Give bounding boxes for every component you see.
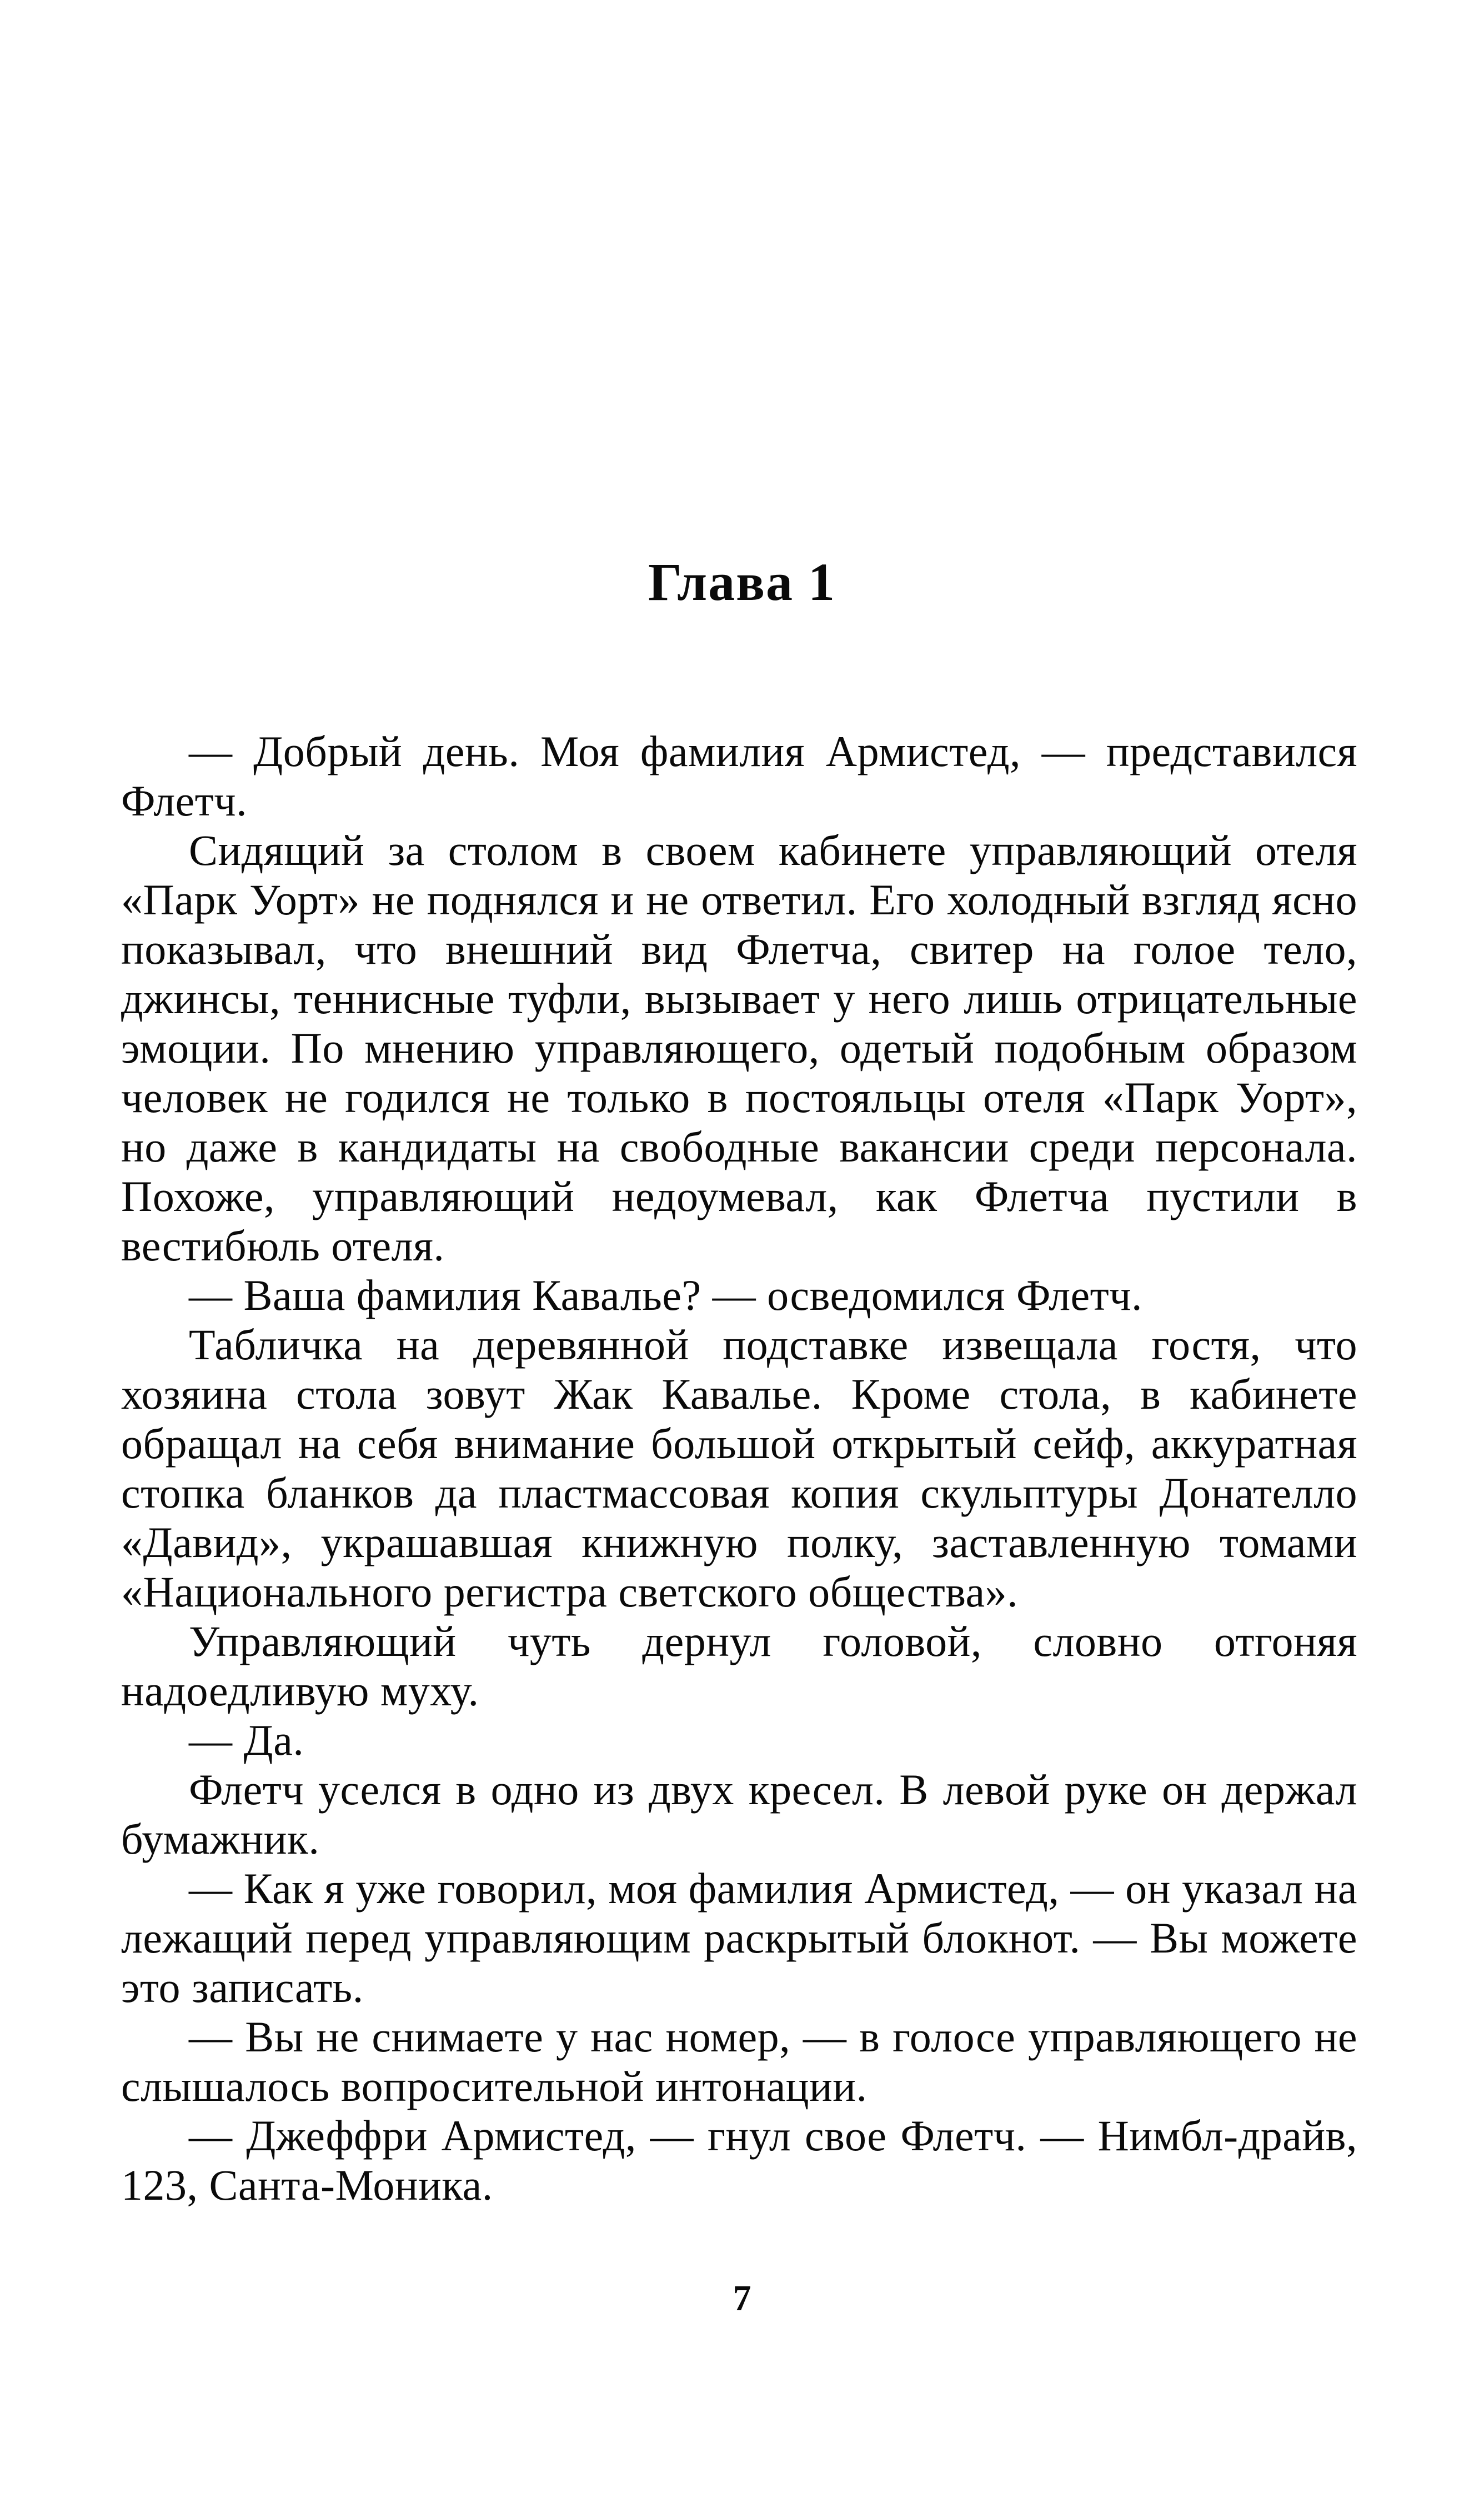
paragraph: — Вы не снимаете у нас номер, — в голосе управляющего не слышалось вопросительной интонации. [121, 2013, 1357, 2110]
paragraph: Управляющий чуть дернул головой, словно отгоняя надоедливую муху. [121, 1617, 1357, 1715]
page-number: 7 [733, 2278, 751, 2319]
paragraph: — Да. [189, 1716, 304, 1764]
chapter-title: Глава 1 [648, 552, 836, 612]
body-text [121, 727, 1357, 2210]
paragraph: — Ваша фамилия Кавалье? — осведомился Флетч. [189, 1271, 1142, 1319]
paragraph: — Добрый день. Моя фамилия Армистед, — представился Флетч. [121, 727, 1357, 825]
paragraph: — Как я уже говорил, моя фамилия Армистед, — он указал на лежащий перед управляющим раскрытый блокнот. — Вы можете это записать. [121, 1864, 1357, 2011]
paragraph: Флетч уселся в одно из двух кресел. В левой руке он держал бумажник. [121, 1765, 1357, 1863]
paragraph: Табличка на деревянной подставке извещала гостя, что хозяина стола зовут Жак Кавалье. Кроме стола, в кабинете обращал на себя внимание большой открытый сейф, аккуратная стопка бланков да пластмассовая копия скульптуры Донателло «Давид», украшавшая книжную полку, заставленную томами «Национального регистра светского общества». [121, 1320, 1357, 1616]
paragraph: Сидящий за столом в своем кабинете управляющий отеля «Парк Уорт» не поднялся и не ответил. Его холодный взгляд ясно показывал, что внешний вид Флетча, свитер на голое тело, джинсы, теннисные туфли, вызывает у него лишь отрицательные эмоции. По мнению управляющего, одетый подобным образом человек не годился не только в постояльцы отеля «Парк Уорт», но даже в кандидаты на свободные вакансии среди персонала. Похоже, управляющий недоумевал, как Флетча пустили в вестибюль отеля. [121, 826, 1357, 1270]
paragraph: — Джеффри Армистед, — гнул свое Флетч. — Нимбл-драйв, 123, Санта-Моника. [121, 2111, 1357, 2209]
